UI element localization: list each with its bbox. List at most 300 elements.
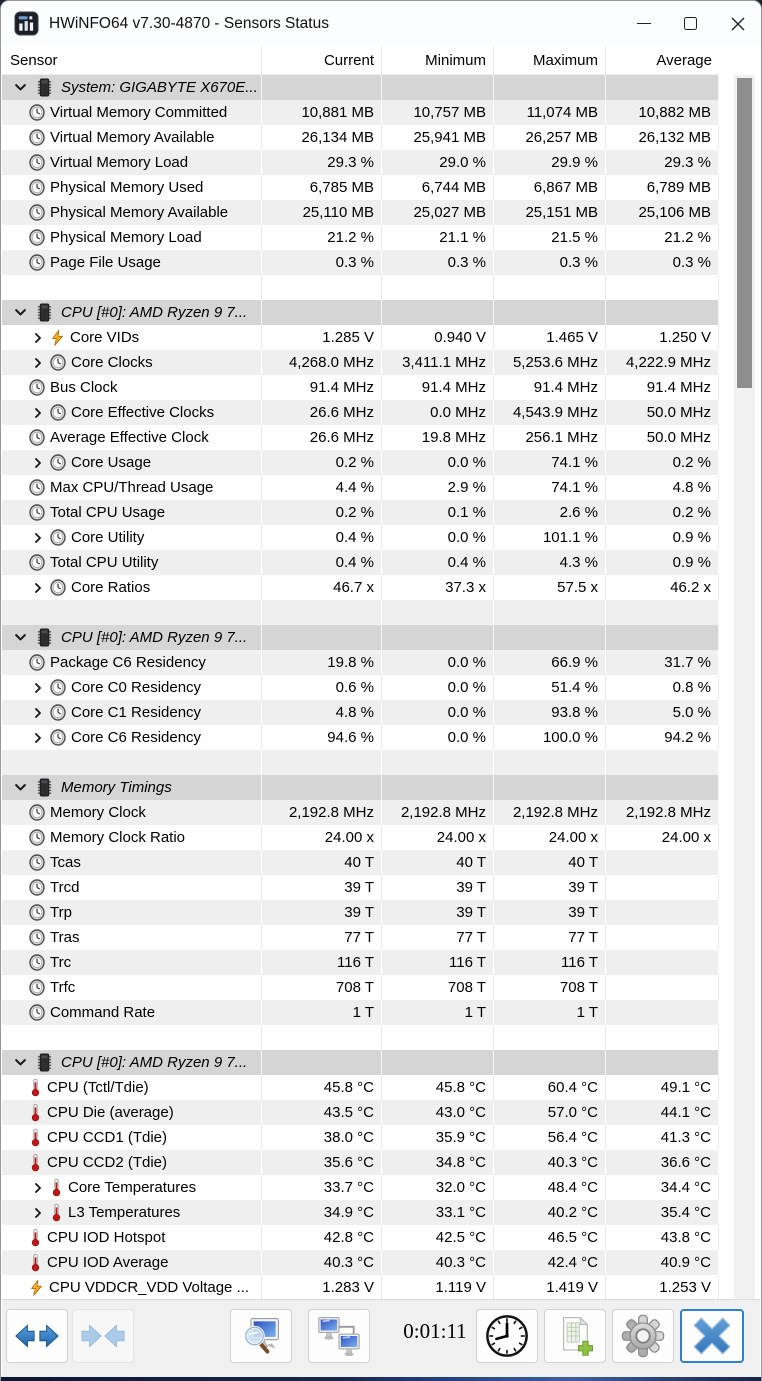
average-value [605, 1000, 719, 1025]
sensor-row[interactable] [2, 150, 719, 175]
current-value: 43.5 °C [261, 1100, 381, 1125]
spacer-row [2, 750, 719, 775]
column-header-maximum[interactable]: Maximum [493, 46, 605, 74]
sensor-label: CPU IOD Average [47, 1254, 169, 1271]
gauge-icon [29, 104, 45, 121]
sensor-name-cell [2, 1200, 261, 1225]
maximum-value [493, 300, 605, 325]
gauge-icon [50, 354, 66, 371]
current-value [261, 625, 381, 650]
current-value: 42.8 °C [261, 1225, 381, 1250]
average-value [605, 300, 719, 325]
vertical-scrollbar[interactable] [734, 75, 755, 1299]
current-value: 0.3 % [261, 250, 381, 275]
maximum-value: 11,074 MB [493, 100, 605, 125]
minimum-value: 0.1 % [381, 500, 493, 525]
average-value: 94.2 % [605, 725, 719, 750]
current-value: 39 T [261, 875, 381, 900]
column-header-average[interactable]: Average [605, 46, 719, 74]
maximum-value [493, 625, 605, 650]
minimize-icon [637, 23, 651, 24]
current-value: 4.8 % [261, 700, 381, 725]
sensor-row[interactable] [2, 200, 719, 225]
minimum-value: 2.9 % [381, 475, 493, 500]
section-header-row[interactable] [2, 625, 719, 650]
section-header-row[interactable] [2, 775, 719, 800]
maximum-value: 256.1 MHz [493, 425, 605, 450]
sensor-row[interactable] [2, 975, 719, 1000]
average-value [605, 275, 719, 300]
sensor-row[interactable] [2, 375, 719, 400]
arrows-expand-icon [14, 1319, 60, 1353]
section-title: Memory Timings [61, 779, 172, 796]
column-header-current[interactable]: Current [261, 46, 381, 74]
minimum-value: 0.0 % [381, 450, 493, 475]
bolt-icon [29, 1279, 44, 1297]
scrollbar-thumb[interactable] [737, 78, 752, 388]
average-value [605, 600, 719, 625]
sensor-name-cell [2, 900, 261, 925]
sensor-row[interactable] [2, 250, 719, 275]
average-value [605, 950, 719, 975]
sensor-label: Trp [50, 904, 72, 921]
average-value: 25,106 MB [605, 200, 719, 225]
average-value: 24.00 x [605, 825, 719, 850]
sensor-name-cell [2, 75, 261, 100]
sensor-row[interactable] [2, 1100, 719, 1125]
sensor-name-cell [2, 700, 261, 725]
chevron-right-icon[interactable] [31, 356, 45, 370]
minimum-value: 0.3 % [381, 250, 493, 275]
sensor-row[interactable] [2, 1200, 719, 1225]
average-value: 2,192.8 MHz [605, 800, 719, 825]
maximum-value [493, 775, 605, 800]
minimum-value: 708 T [381, 975, 493, 1000]
sensor-name-cell [2, 425, 261, 450]
toolbar-button-close[interactable] [680, 1309, 744, 1363]
toolbar-button-expand-columns[interactable] [6, 1309, 68, 1363]
chevron-down-icon[interactable] [12, 306, 29, 320]
chevron-down-icon[interactable] [12, 81, 29, 95]
sensor-label: Core Clocks [71, 354, 153, 371]
thermometer-icon [29, 1078, 42, 1097]
sensor-label: CPU IOD Hotspot [47, 1229, 166, 1246]
gear-icon [620, 1313, 666, 1359]
sensor-name-cell [2, 925, 261, 950]
minimum-value: 0.0 % [381, 725, 493, 750]
average-value: 4,222.9 MHz [605, 350, 719, 375]
maximum-value: 39 T [493, 875, 605, 900]
average-value: 50.0 MHz [605, 425, 719, 450]
sensor-row[interactable] [2, 1075, 719, 1100]
toolbar-button-system-summary[interactable] [230, 1309, 292, 1363]
sensor-name-cell [2, 1050, 261, 1075]
minimum-value: 45.8 °C [381, 1075, 493, 1100]
minimum-value: 25,941 MB [381, 125, 493, 150]
current-value: 38.0 °C [261, 1125, 381, 1150]
sensor-name-cell [2, 850, 261, 875]
maximum-value: 5,253.6 MHz [493, 350, 605, 375]
minimum-value: 24.00 x [381, 825, 493, 850]
sensor-row[interactable] [2, 125, 719, 150]
current-value: 35.6 °C [261, 1150, 381, 1175]
current-value [261, 75, 381, 100]
sensor-row[interactable] [2, 225, 719, 250]
sensor-name-cell [2, 100, 261, 125]
minimum-value [381, 625, 493, 650]
sensor-label: Memory Clock Ratio [50, 829, 186, 846]
gauge-icon [29, 379, 45, 396]
minimum-value [381, 600, 493, 625]
sensor-row[interactable] [2, 475, 719, 500]
average-value: 46.2 x [605, 575, 719, 600]
average-value [605, 625, 719, 650]
average-value: 0.2 % [605, 450, 719, 475]
sensor-name-cell [2, 750, 261, 775]
average-value: 6,789 MB [605, 175, 719, 200]
gauge-icon [29, 654, 45, 671]
sensor-label: Average Effective Clock [50, 429, 209, 446]
maximum-value: 2.6 % [493, 500, 605, 525]
column-header-sensor[interactable]: Sensor [10, 51, 58, 69]
current-value: 26.6 MHz [261, 425, 381, 450]
sensor-name-cell [2, 125, 261, 150]
sensor-row[interactable] [2, 325, 719, 350]
sensor-name-cell [2, 1275, 261, 1299]
sensor-row[interactable] [2, 1125, 719, 1150]
maximum-value: 93.8 % [493, 700, 605, 725]
maximum-value: 57.5 x [493, 575, 605, 600]
minimum-value: 10,757 MB [381, 100, 493, 125]
maximum-value: 42.4 °C [493, 1250, 605, 1275]
spacer-row [2, 600, 719, 625]
average-value: 44.1 °C [605, 1100, 719, 1125]
toolbar-button-reset-clock[interactable] [476, 1309, 538, 1363]
sensor-row[interactable] [2, 550, 719, 575]
sensor-row[interactable] [2, 800, 719, 825]
sensor-name-cell [2, 200, 261, 225]
chevron-down-icon[interactable] [12, 631, 29, 645]
minimum-value: 42.5 °C [381, 1225, 493, 1250]
maximize-button[interactable] [667, 1, 714, 46]
chip-icon [36, 628, 53, 647]
thermometer-icon [29, 1228, 42, 1247]
sensor-row[interactable] [2, 450, 719, 475]
maximum-value: 26,257 MB [493, 125, 605, 150]
sensor-label: CPU CCD1 (Tdie) [47, 1129, 168, 1146]
minimum-value [381, 775, 493, 800]
gauge-icon [29, 854, 45, 871]
chevron-right-icon[interactable] [31, 331, 45, 345]
window-title: HWiNFO64 v7.30-4870 - Sensors Status [49, 14, 329, 32]
gauge-icon [29, 204, 45, 221]
sensor-label: Trc [50, 954, 72, 971]
sensor-row[interactable] [2, 925, 719, 950]
section-title: CPU [#0]: AMD Ryzen 9 7... [61, 629, 248, 646]
maximum-value: 4.3 % [493, 550, 605, 575]
sensor-label: Total CPU Usage [50, 504, 166, 521]
chevron-down-icon[interactable] [12, 781, 29, 795]
maximum-value: 46.5 °C [493, 1225, 605, 1250]
current-value: 26.6 MHz [261, 400, 381, 425]
sensor-row[interactable] [2, 875, 719, 900]
maximum-value: 40.2 °C [493, 1200, 605, 1225]
sensor-row[interactable] [2, 675, 719, 700]
average-value: 5.0 % [605, 700, 719, 725]
maximum-value: 60.4 °C [493, 1075, 605, 1100]
average-value [605, 900, 719, 925]
uptime-timer: 0:01:11 [403, 1319, 467, 1343]
current-value: 29.3 % [261, 150, 381, 175]
maximum-value: 1.419 V [493, 1275, 605, 1299]
sensor-label: Physical Memory Load [50, 229, 202, 246]
section-title: CPU [#0]: AMD Ryzen 9 7... [61, 1054, 248, 1071]
average-value: 36.6 °C [605, 1150, 719, 1175]
minimum-value: 0.0 % [381, 650, 493, 675]
maximum-value [493, 750, 605, 775]
current-value: 4,268.0 MHz [261, 350, 381, 375]
chevron-right-icon[interactable] [31, 456, 45, 470]
average-value: 0.9 % [605, 550, 719, 575]
minimum-value: 43.0 °C [381, 1100, 493, 1125]
maximum-value: 74.1 % [493, 450, 605, 475]
average-value: 0.8 % [605, 675, 719, 700]
sensor-name-cell [2, 325, 261, 350]
current-value: 10,881 MB [261, 100, 381, 125]
sensor-row[interactable] [2, 850, 719, 875]
gauge-icon [29, 979, 45, 996]
close-icon [730, 16, 746, 32]
sensor-label: Trfc [50, 979, 76, 996]
bottom-toolbar [2, 1299, 760, 1378]
gauge-icon [29, 479, 45, 496]
minimum-value: 2,192.8 MHz [381, 800, 493, 825]
maximum-value: 6,867 MB [493, 175, 605, 200]
maximum-value [493, 1050, 605, 1075]
average-value: 1.253 V [605, 1275, 719, 1299]
thermometer-icon [50, 1178, 63, 1197]
app-icon [14, 11, 39, 36]
sensor-label: CPU CCD2 (Tdie) [47, 1154, 168, 1171]
close-button[interactable] [714, 1, 761, 46]
maximum-value: 4,543.9 MHz [493, 400, 605, 425]
chevron-right-icon[interactable] [31, 1206, 45, 1220]
current-value [261, 600, 381, 625]
average-value: 41.3 °C [605, 1125, 719, 1150]
current-value: 1 T [261, 1000, 381, 1025]
gauge-icon [29, 879, 45, 896]
section-header-row[interactable] [2, 300, 719, 325]
maximum-value: 21.5 % [493, 225, 605, 250]
sensor-name-cell [2, 450, 261, 475]
sensor-row[interactable] [2, 900, 719, 925]
sensor-row[interactable] [2, 500, 719, 525]
sensor-name-cell [2, 150, 261, 175]
minimize-button[interactable] [620, 1, 667, 46]
average-value: 26,132 MB [605, 125, 719, 150]
column-header [2, 46, 719, 75]
sensor-row[interactable] [2, 725, 719, 750]
sensor-name-cell [2, 350, 261, 375]
minimum-value: 35.9 °C [381, 1125, 493, 1150]
minimum-value: 33.1 °C [381, 1200, 493, 1225]
toolbar-button-remote-monitoring[interactable] [308, 1309, 370, 1363]
chevron-right-icon[interactable] [31, 531, 45, 545]
sensor-row[interactable] [2, 1000, 719, 1025]
current-value [261, 300, 381, 325]
current-value: 1.283 V [261, 1275, 381, 1299]
current-value: 1.285 V [261, 325, 381, 350]
sensor-label: Core Usage [71, 454, 152, 471]
section-header-row[interactable] [2, 1050, 719, 1075]
sensor-name-cell [2, 1025, 261, 1050]
current-value: 34.9 °C [261, 1200, 381, 1225]
average-value [605, 1050, 719, 1075]
sensor-row[interactable] [2, 100, 719, 125]
current-value: 40 T [261, 850, 381, 875]
sensor-name-cell [2, 800, 261, 825]
chevron-right-icon[interactable] [31, 731, 45, 745]
current-value: 116 T [261, 950, 381, 975]
maximum-value [493, 1025, 605, 1050]
sensor-row[interactable] [2, 525, 719, 550]
chevron-right-icon[interactable] [31, 706, 45, 720]
toolbar-button-collapse-columns[interactable] [72, 1309, 134, 1363]
maximum-value [493, 275, 605, 300]
maximum-value: 39 T [493, 900, 605, 925]
average-value: 1.250 V [605, 325, 719, 350]
current-value: 0.2 % [261, 450, 381, 475]
sensor-row[interactable] [2, 1175, 719, 1200]
current-value: 19.8 % [261, 650, 381, 675]
sensor-row[interactable] [2, 175, 719, 200]
current-value: 24.00 x [261, 825, 381, 850]
current-value: 4.4 % [261, 475, 381, 500]
sensor-name-cell [2, 950, 261, 975]
sensor-name-cell [2, 1075, 261, 1100]
sensor-row[interactable] [2, 1250, 719, 1275]
minimum-value: 0.0 % [381, 700, 493, 725]
minimum-value [381, 275, 493, 300]
sensor-row[interactable] [2, 700, 719, 725]
gauge-icon [29, 154, 45, 171]
average-value: 0.3 % [605, 250, 719, 275]
minimum-value: 29.0 % [381, 150, 493, 175]
average-value [605, 875, 719, 900]
thermometer-icon [29, 1153, 42, 1172]
sensor-name-cell [2, 400, 261, 425]
gauge-icon [29, 829, 45, 846]
maximum-value: 40 T [493, 850, 605, 875]
sensor-row[interactable] [2, 575, 719, 600]
gauge-icon [29, 129, 45, 146]
maximum-value: 100.0 % [493, 725, 605, 750]
sensor-row[interactable] [2, 825, 719, 850]
sensor-name-cell [2, 1225, 261, 1250]
thermometer-icon [29, 1253, 42, 1272]
section-header-row[interactable] [2, 75, 719, 100]
sensor-label: Virtual Memory Available [50, 129, 215, 146]
bolt-icon [50, 329, 65, 347]
thermometer-icon [29, 1103, 42, 1122]
gauge-icon [29, 904, 45, 921]
sensor-label: Core C6 Residency [71, 729, 202, 746]
chevron-right-icon[interactable] [31, 681, 45, 695]
current-value: 0.6 % [261, 675, 381, 700]
minimum-value: 40 T [381, 850, 493, 875]
minimum-value: 34.8 °C [381, 1150, 493, 1175]
chip-icon [36, 78, 53, 97]
sensor-row[interactable] [2, 1275, 719, 1299]
sensor-table [2, 75, 719, 1299]
sensor-label: Virtual Memory Load [50, 154, 189, 171]
sensor-name-cell [2, 250, 261, 275]
average-value: 50.0 MHz [605, 400, 719, 425]
gauge-icon [29, 929, 45, 946]
column-header-minimum[interactable]: Minimum [381, 46, 493, 74]
chevron-right-icon[interactable] [31, 406, 45, 420]
gauge-icon [50, 579, 66, 596]
toolbar-button-settings[interactable] [612, 1309, 674, 1363]
chevron-down-icon[interactable] [12, 1056, 29, 1070]
sensor-row[interactable] [2, 425, 719, 450]
sensor-row[interactable] [2, 350, 719, 375]
minimum-value: 39 T [381, 900, 493, 925]
sensor-label: Total CPU Utility [50, 554, 159, 571]
thermometer-icon [50, 1203, 63, 1222]
chip-icon [36, 303, 53, 322]
clock-icon [484, 1313, 530, 1359]
sensor-row[interactable] [2, 400, 719, 425]
sensor-label: Command Rate [50, 1004, 156, 1021]
minimum-value: 0.4 % [381, 550, 493, 575]
chevron-right-icon[interactable] [31, 581, 45, 595]
sensor-row[interactable] [2, 1150, 719, 1175]
average-value [605, 975, 719, 1000]
toolbar-button-logging-report[interactable] [544, 1309, 606, 1363]
maximum-value: 24.00 x [493, 825, 605, 850]
average-value: 10,882 MB [605, 100, 719, 125]
maximum-value: 51.4 % [493, 675, 605, 700]
current-value: 39 T [261, 900, 381, 925]
current-value: 26,134 MB [261, 125, 381, 150]
minimum-value [381, 300, 493, 325]
gauge-icon [50, 679, 66, 696]
maximum-value: 77 T [493, 925, 605, 950]
average-value [605, 1025, 719, 1050]
minimum-value: 91.4 MHz [381, 375, 493, 400]
gauge-icon [50, 529, 66, 546]
sensor-name-cell [2, 775, 261, 800]
current-value: 708 T [261, 975, 381, 1000]
sensor-label: Physical Memory Available [50, 204, 229, 221]
maximum-value [493, 75, 605, 100]
chevron-right-icon[interactable] [31, 1181, 45, 1195]
minimum-value: 21.1 % [381, 225, 493, 250]
current-value [261, 1025, 381, 1050]
sensor-label: Tcas [50, 854, 81, 871]
minimum-value: 40.3 °C [381, 1250, 493, 1275]
sensor-label: Core C0 Residency [71, 679, 202, 696]
current-value: 46.7 x [261, 575, 381, 600]
gauge-icon [29, 1004, 45, 1021]
sensor-row[interactable] [2, 650, 719, 675]
sensor-row[interactable] [2, 1225, 719, 1250]
sensor-row[interactable] [2, 950, 719, 975]
sensor-name-cell [2, 175, 261, 200]
gauge-icon [50, 729, 66, 746]
network-monitors-icon [317, 1314, 361, 1358]
